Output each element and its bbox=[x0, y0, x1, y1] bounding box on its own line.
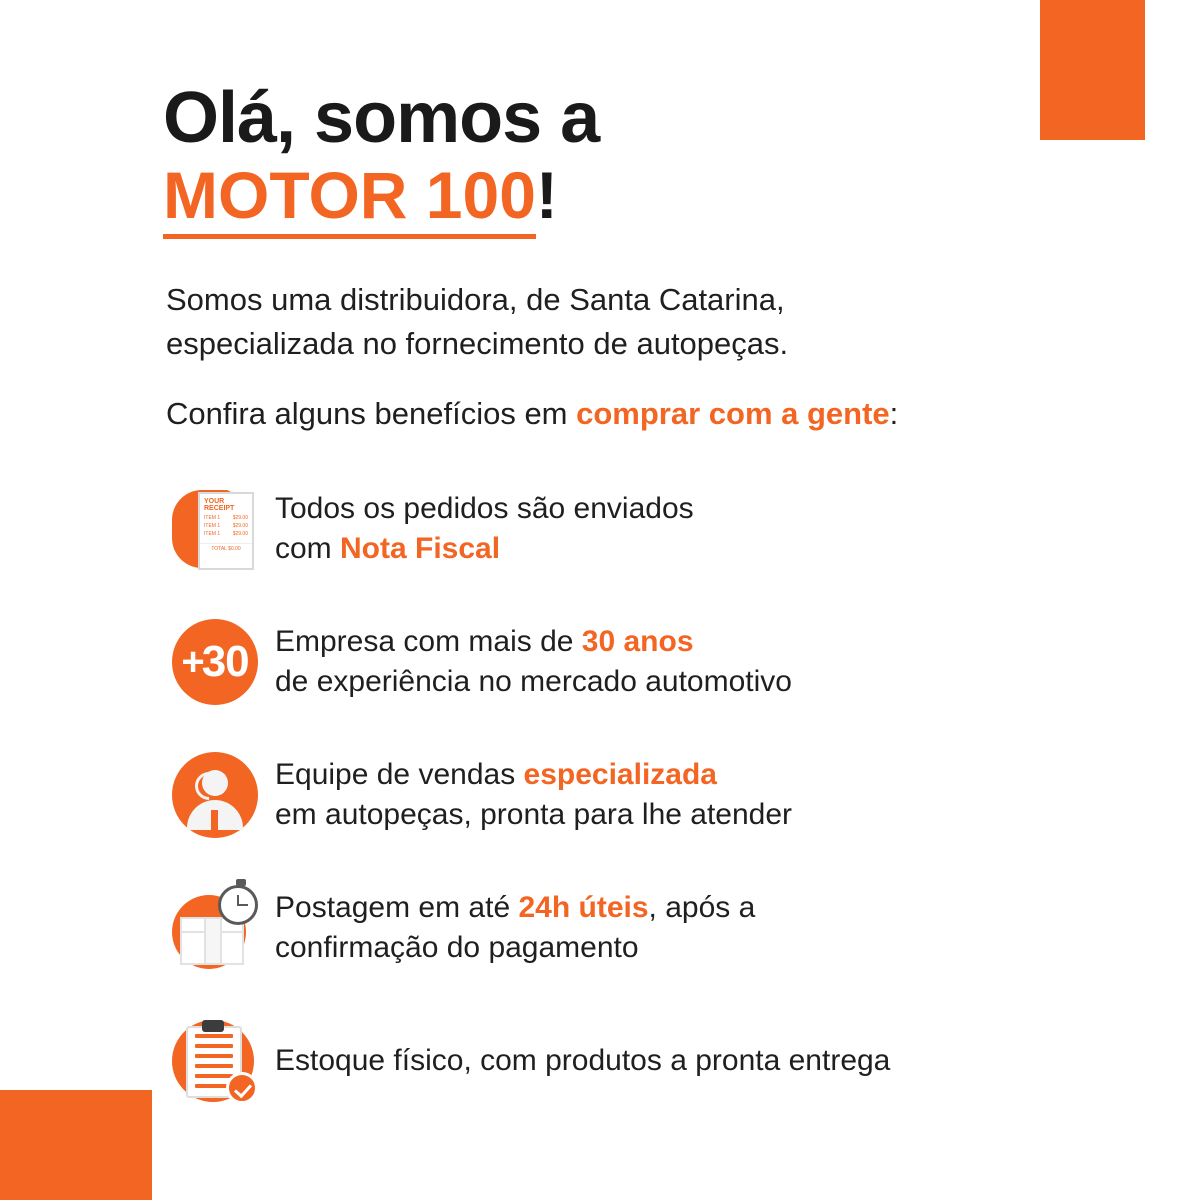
benefit-line-1-suffix: , após a bbox=[648, 890, 756, 924]
benefit-text bbox=[267, 755, 792, 836]
benefit-text bbox=[267, 489, 694, 570]
page-title bbox=[163, 78, 1063, 237]
list-item bbox=[163, 1006, 1143, 1116]
orange-square-bottom-left bbox=[0, 1090, 152, 1200]
benefit-line-1-prefix: Postagem em até bbox=[275, 890, 519, 924]
receipt-row-label: ITEM 1 bbox=[204, 531, 221, 537]
benefit-line-1-accent: 30 anos bbox=[581, 624, 694, 658]
intro-paragraph bbox=[166, 278, 1066, 366]
benefit-line-2-prefix: com bbox=[275, 532, 341, 565]
receipt-row-value: $29.00 bbox=[232, 515, 248, 521]
benefit-line-2: em autopeças, pronta para lhe atender bbox=[275, 798, 793, 831]
receipt-total: TOTAL $0.00 bbox=[200, 543, 252, 552]
benefits-list bbox=[163, 474, 1143, 1139]
receipt-row-label: ITEM 1 bbox=[204, 515, 221, 521]
headline-greeting: Olá, somos a bbox=[163, 78, 600, 158]
benefit-line-1-accent: especializada bbox=[523, 757, 717, 791]
benefit-icon-slot bbox=[163, 619, 267, 705]
benefit-line-2-accent: Nota Fiscal bbox=[340, 532, 501, 565]
benefit-line-1 bbox=[275, 622, 792, 663]
benefit-text bbox=[267, 622, 792, 703]
list-item bbox=[163, 474, 1143, 584]
brand-exclamation: ! bbox=[535, 158, 558, 232]
receipt-row-value: $29.00 bbox=[232, 531, 248, 537]
sales-agent-icon bbox=[172, 752, 258, 838]
benefit-text bbox=[267, 1041, 890, 1082]
benefits-lead-prefix: Confira alguns benefícios em bbox=[166, 396, 577, 431]
benefit-line-1-prefix: Empresa com mais de bbox=[275, 624, 582, 658]
plus-30-badge-icon bbox=[172, 619, 258, 705]
list-item bbox=[163, 740, 1143, 850]
benefits-lead bbox=[166, 396, 898, 432]
benefit-line-1: Estoque físico, com produtos a pronta entrega bbox=[275, 1043, 891, 1077]
benefit-icon-slot bbox=[163, 1016, 267, 1106]
intro-line-1: Somos uma distribuidora, de Santa Catarina, bbox=[166, 282, 785, 317]
benefit-line-1: Todos os pedidos são enviados bbox=[275, 491, 694, 525]
receipt-row-value: $29.00 bbox=[232, 523, 248, 529]
benefit-text bbox=[267, 888, 755, 969]
benefit-line-1 bbox=[275, 755, 792, 796]
benefit-line-2: de experiência no mercado automotivo bbox=[275, 665, 792, 698]
benefit-line-2 bbox=[275, 529, 694, 570]
benefit-icon-slot bbox=[163, 885, 267, 971]
benefit-line-1-accent: 24h úteis bbox=[518, 890, 649, 924]
brand-name: MOTOR 100 bbox=[163, 158, 536, 239]
receipt-icon bbox=[172, 486, 258, 572]
intro-line-2: especializada no fornecimento de autopeças. bbox=[166, 326, 789, 362]
badge-plus-sign: + bbox=[181, 639, 204, 684]
receipt-row-label: ITEM 1 bbox=[204, 523, 221, 529]
benefits-lead-accent: comprar com a gente bbox=[576, 396, 890, 431]
benefit-line-1-prefix: Equipe de vendas bbox=[275, 757, 524, 791]
receipt-title: YOUR RECEIPT bbox=[204, 498, 235, 512]
badge-number: 30 bbox=[201, 637, 249, 686]
headline-brand-line bbox=[163, 154, 1063, 237]
benefit-icon-slot bbox=[163, 486, 267, 572]
list-item bbox=[163, 607, 1143, 717]
list-item bbox=[163, 873, 1143, 983]
benefit-line-2: confirmação do pagamento bbox=[275, 931, 639, 964]
package-stopwatch-icon bbox=[170, 885, 260, 971]
clipboard-check-icon bbox=[172, 1016, 258, 1106]
benefit-line-1 bbox=[275, 888, 755, 929]
benefit-icon-slot bbox=[163, 752, 267, 838]
benefits-lead-suffix: : bbox=[889, 396, 899, 431]
